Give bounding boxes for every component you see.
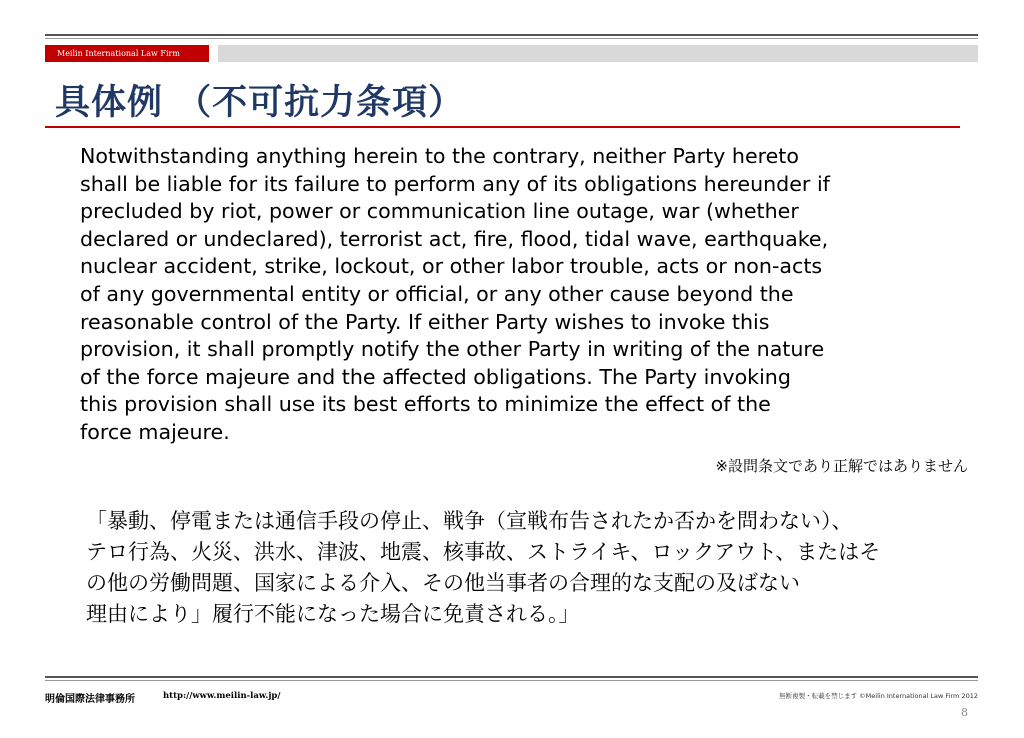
summary-line: の他の労働問題、国家による介入、その他当事者の合理的な支配の及ばない (86, 571, 800, 595)
slide-title: 具体例 （不可抗力条項） (55, 83, 465, 123)
top-rule (45, 34, 978, 36)
clause-line: reasonable control of the Party. If either Party wishes to invoke this (80, 309, 770, 334)
clause-line: nuclear accident, strike, lockout, or other labor trouble, acts or non-acts (80, 254, 823, 279)
summary-line: 理由により」履行不能になった場合に免責される。」 (86, 602, 580, 626)
firm-tag: Meilin International Law Firm (45, 45, 209, 62)
summary-line: テロ行為、火災、洪水、津波、地震、核事故、ストライキ、ロックアウト、またはそ (86, 540, 881, 564)
disclaimer-note: ※設問条文であり正解ではありません (715, 457, 968, 475)
footer-copyright: 無断複製・転載を禁じます ©Meilin International Law Firm 2012 (779, 692, 978, 700)
clause-line: precluded by riot, power or communication line outage, war (whether (80, 199, 799, 224)
clause-line: force majeure. (80, 419, 230, 444)
english-clause (80, 143, 960, 447)
clause-line: of the force majeure and the affected obligations. The Party invoking (80, 364, 791, 389)
page-number: 8 (961, 706, 968, 719)
summary-line: 「暴動、停電または通信手段の停止、戦争（宣戦布告されたか否かを問わない）、 (86, 509, 853, 533)
clause-line: of any governmental entity or official, or any other cause beyond the (80, 281, 794, 306)
footer-rule (45, 676, 978, 678)
top-rule-thin (45, 38, 978, 39)
clause-line: Notwithstanding anything herein to the contrary, neither Party hereto (80, 144, 799, 168)
title-underline (45, 126, 960, 128)
footer-rule-thin (45, 680, 978, 681)
clause-line: provision, it shall promptly notify the other Party in writing of the nature (80, 337, 825, 362)
clause-line: declared or undeclared), terrorist act, fire, flood, tidal wave, earthquake, (80, 226, 829, 251)
clause-line: this provision shall use its best efforts to minimize the effect of the (80, 392, 771, 417)
footer-url[interactable]: http://www.meilin-law.jp/ (163, 691, 281, 701)
clause-line: shall be liable for its failure to perform any of its obligations hereunder if (80, 171, 830, 196)
japanese-summary (86, 506, 880, 630)
header-band (218, 45, 978, 62)
footer-firm-name: 明倫国際法律事務所 (45, 694, 135, 705)
